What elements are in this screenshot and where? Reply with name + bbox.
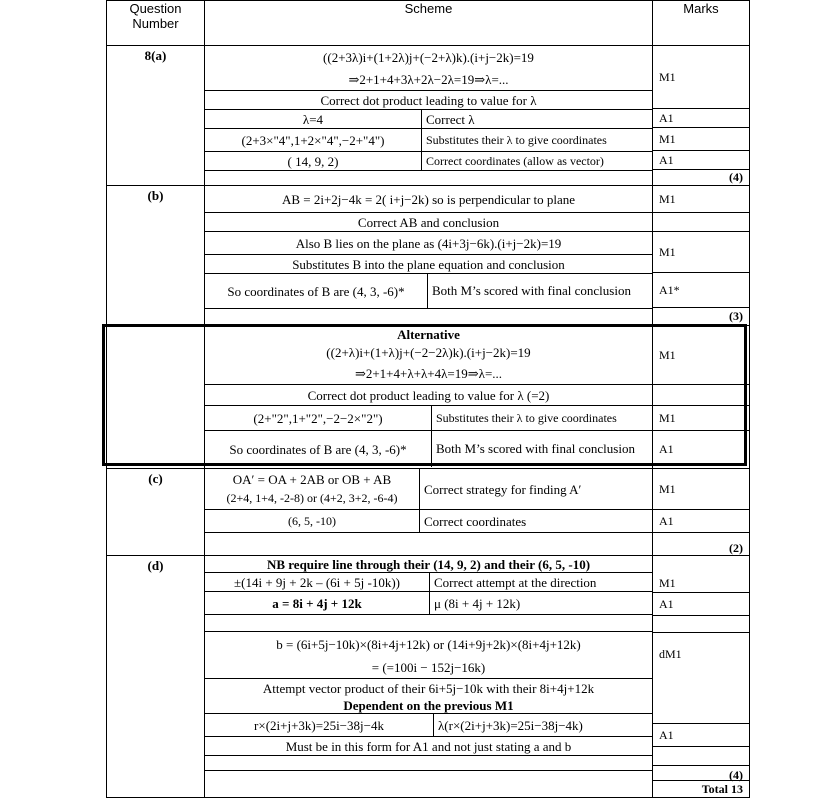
marks-alternative <box>653 326 750 469</box>
scheme-line: NB require line through their (14, 9, 2) and their (6, 5, -10) <box>205 556 652 573</box>
marks-header: Marks <box>653 1 750 46</box>
scheme-line <box>205 573 652 592</box>
alt-substitution-comment: Substitutes their λ to give coordinates <box>436 410 617 425</box>
blank-line <box>205 309 652 325</box>
scheme-line <box>205 129 652 152</box>
mark-blank <box>653 747 749 766</box>
alt-substitution: (2+"2",1+"2",−2−2×"2") <box>205 406 432 430</box>
part-total: (4) <box>729 768 743 782</box>
coordinate-comment: Substitutes their λ to give coordinates <box>426 132 607 147</box>
alternative-title: Alternative <box>397 326 460 342</box>
scheme-line <box>205 592 652 615</box>
question-label: (b) <box>107 186 205 326</box>
question-8b-row <box>107 186 750 326</box>
mark: M1 <box>653 406 749 431</box>
mark-blank <box>653 556 749 574</box>
mark: A1 <box>653 724 749 747</box>
scheme-8d <box>205 556 653 798</box>
scheme-line <box>205 714 652 737</box>
a-prime-coordinates: (6, 5, -10) <box>205 510 420 532</box>
oa-prime-working: (2+4, 1+4, -2-8) or (4+2, 3+2, -6-4) <box>226 491 398 505</box>
scheme-line: Also B lies on the plane as (4i+3j−6k).(i+j−2k)=19 <box>205 232 652 255</box>
header-row <box>107 1 750 46</box>
blank-line <box>205 770 652 787</box>
mark: M1 <box>653 46 749 109</box>
coordinates: ( 14, 9, 2) <box>205 152 422 170</box>
blank-line <box>205 171 652 185</box>
mark: M1 <box>653 186 749 213</box>
scheme-8b <box>205 186 653 326</box>
scheme-8c <box>205 469 653 556</box>
scheme-8a <box>205 46 653 186</box>
lambda-comment: Correct λ <box>426 111 475 127</box>
question-label: (c) <box>107 469 205 556</box>
marks-8b <box>653 186 750 326</box>
final-answer-alt: λ(r×(2i+j+3k)=25i−38j−4k) <box>438 717 583 733</box>
alt-b-comment: Both M’s scored with final conclusion <box>436 441 635 456</box>
direction-working: ±(14i + 9j + 2k – (6i + 5j -10k)) <box>205 573 430 591</box>
blank-line <box>205 756 652 770</box>
part-total: (3) <box>729 309 743 323</box>
part-total: (4) <box>729 170 743 184</box>
scheme-line: Attempt vector product of their 6i+5j−10k with their 8i+4j+12k <box>262 680 595 696</box>
question-8d-row <box>107 556 750 798</box>
mark: M1 <box>653 232 749 273</box>
scheme-line <box>205 469 652 509</box>
a-prime-comment: Correct coordinates <box>424 513 527 529</box>
coordinates-comment: Correct coordinates (allow as vector) <box>426 153 604 168</box>
alternative-label-cell <box>107 326 205 469</box>
question-8c-row <box>107 469 750 556</box>
strategy-cell <box>205 469 420 509</box>
scheme-line <box>205 152 652 171</box>
alternative-row <box>107 326 750 469</box>
strategy-comment: Correct strategy for finding A′ <box>424 481 582 497</box>
mark: A1 <box>659 441 674 456</box>
scheme-line: = (=100i − 152j−16k) <box>205 656 652 679</box>
mark: M1 <box>653 326 749 385</box>
mark: M1 <box>653 128 749 151</box>
mark: M1 <box>653 469 749 510</box>
scheme-line: Correct AB and conclusion <box>205 213 652 232</box>
question-8a-row <box>107 46 750 186</box>
scheme-line: Correct dot product leading to value for λ (=2) <box>205 385 652 406</box>
marks-8a <box>653 46 750 186</box>
scheme-line: Dependent on the previous M1 <box>205 697 652 714</box>
question-label: 8(a) <box>107 46 205 186</box>
mark: A1* <box>653 273 749 308</box>
mark-blank <box>653 213 749 232</box>
blank-line <box>205 615 652 632</box>
scheme-line: Correct dot product leading to value for λ <box>205 91 652 110</box>
scheme-line: Substitutes B into the plane equation and conclusion <box>205 255 652 274</box>
scheme-line: ((2+λ)i+(1+λ)j+(−2−2λ)k).(i+j−2k)=19 <box>326 344 531 360</box>
coordinate-substitution: (2+3×"4",1+2×"4",−2+"4") <box>205 129 422 151</box>
question-label: (d) <box>107 556 205 798</box>
scheme-line <box>205 406 652 431</box>
grand-total: Total 13 <box>653 780 749 797</box>
marks-8d <box>653 556 750 798</box>
scheme-line <box>205 431 652 467</box>
mark: A1 <box>653 109 749 128</box>
mark: M1 <box>653 574 749 593</box>
part-total: (2) <box>729 541 743 555</box>
scheme-header: Scheme <box>205 1 653 46</box>
scheme-line: Must be in this form for A1 and not just stating a and b <box>205 737 652 756</box>
scheme-alternative <box>205 326 653 469</box>
scheme-line: ⇒2+1+4+3λ+2λ−2λ=19⇒λ=... <box>205 68 652 91</box>
scheme-line: ((2+3λ)i+(1+2λ)j+(−2+λ)k).(i+j−2k)=19 <box>323 49 534 65</box>
lambda-value: λ=4 <box>205 110 422 128</box>
mark-blank <box>653 616 749 633</box>
scheme-line <box>205 509 652 532</box>
mark-scheme-table <box>106 0 750 798</box>
alt-b-coordinates: So coordinates of B are (4, 3, -6)* <box>205 431 432 467</box>
line-equation: μ (8i + 4j + 12k) <box>434 595 521 611</box>
b-coordinates: So coordinates of B are (4, 3, -6)* <box>205 274 428 308</box>
a-vector: a = 8i + 4j + 12k <box>205 592 430 614</box>
mark: A1 <box>653 510 749 533</box>
scheme-line: b = (6i+5j−10k)×(8i+4j+12k) or (14i+9j+2k)×(8i+4j+12k) <box>276 636 581 652</box>
scheme-line <box>205 110 652 129</box>
scheme-line: AB = 2i+2j−4k = 2( i+j−2k) so is perpendicular to plane <box>205 186 652 213</box>
question-number-header: Question Number <box>107 1 205 46</box>
blank-line <box>205 532 652 555</box>
mark-blank <box>653 385 749 406</box>
final-answer: r×(2i+j+3k)=25i−38j−4k <box>205 714 434 736</box>
mark: A1 <box>653 151 749 170</box>
scheme-line <box>205 274 652 309</box>
oa-prime-expression: OA′ = OA + 2AB or OB + AB <box>232 472 392 487</box>
direction-comment: Correct attempt at the direction <box>434 574 597 590</box>
mark: A1 <box>653 593 749 616</box>
mark: dM1 <box>653 633 749 724</box>
scheme-line: ⇒2+1+4+λ+λ+4λ=19⇒λ=... <box>205 362 652 385</box>
marks-8c <box>653 469 750 556</box>
b-comment: Both M’s scored with final conclusion <box>432 283 631 298</box>
